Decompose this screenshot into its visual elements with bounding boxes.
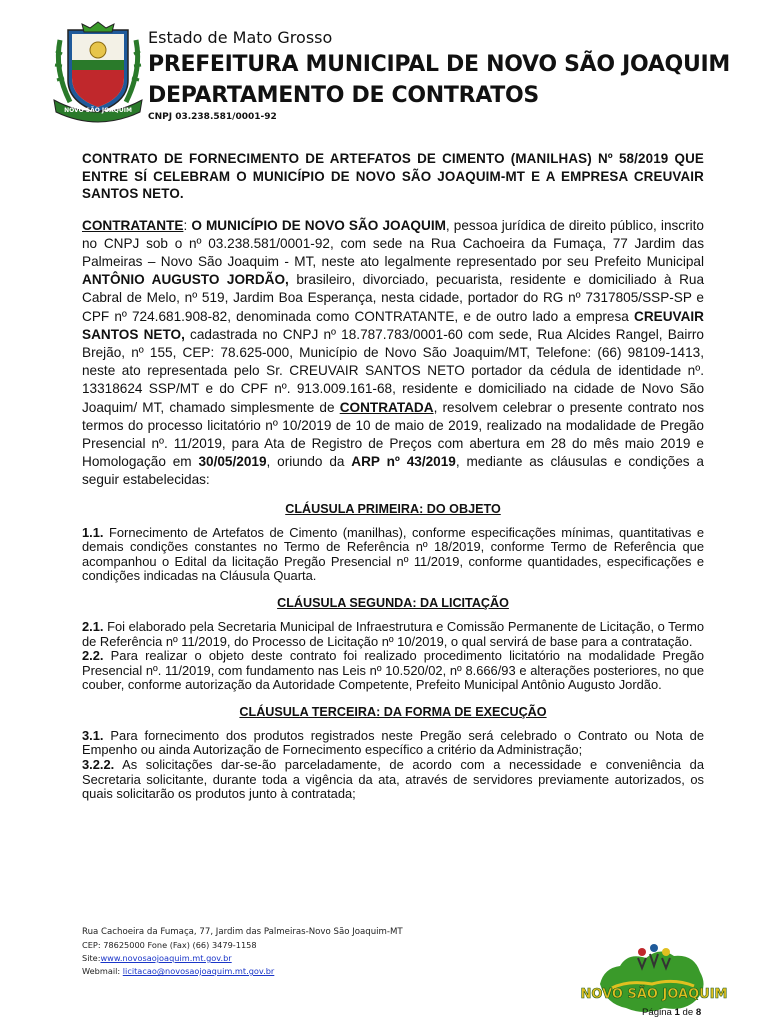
clause-number: 2.1.: [82, 618, 104, 634]
department-title: DEPARTAMENTO DE CONTRATOS: [148, 83, 539, 108]
preamble-text-4: cadastrada no CNPJ nº 18.787.783/0001-60 com sede, Rua Alcides Rangel, Bairro Brejão, nº 155, CEP: 78.625-000, Município de Novo São Joaquim/MT, Telefone: (66) 98109-1413, neste ato representada pelo Sr. CREUVAIR SANTOS NETO portador da cédula de identidade nº. 13318624 SSP/MT e do CPF nº. 913.009.161-68, residente e domiciliado na cidade de Novo São Joaquim/ MT, chamado simplesmente de: [82, 326, 704, 415]
preamble-text-2: , pessoa jurídica de direito público, inscrito no CNPJ sob o nº 03.238.581/0001-92, com sede na Rua Cachoeira da Fumaça, 77 Jardim das Palmeiras – Novo São Joaquim - MT, neste ato legalmente representado por seu Prefeito Municipal: [82, 217, 704, 269]
footer-address: Rua Cachoeira da Fumaça, 77, Jardim das Palmeiras-Novo São Joaquim-MT: [82, 927, 403, 937]
site-link[interactable]: www.novosaojoaquim.mt.gov.br: [100, 953, 232, 963]
clause-number: 1.1.: [82, 524, 104, 540]
clause-2-1: [82, 620, 704, 649]
contratante-label: CONTRATANTE: [82, 217, 184, 233]
page-current: 1: [674, 1007, 680, 1018]
clause-number: 3.2.2.: [82, 757, 115, 773]
contract-body: [82, 150, 704, 802]
crest-ribbon-text: NOVO SÃO JOAQUIM: [64, 107, 132, 114]
footer-contact: [82, 926, 403, 978]
clause-3-2-2: [82, 758, 704, 802]
contract-title: CONTRATO DE FORNECIMENTO DE ARTEFATOS DE CIMENTO (MANILHAS) Nº 58/2019 QUE ENTRE SÍ CELEBRAM O MUNICÍPIO DE NOVO SÃO JOAQUIM-MT E A EMPRESA CREUVAIR SANTOS NETO.: [82, 151, 704, 201]
municipio-name: O MUNICÍPIO DE NOVO SÃO JOAQUIM: [191, 217, 446, 233]
webmail-link[interactable]: licitacao@novosaojoaquim.mt.gov.br: [122, 966, 275, 976]
municipal-coat-of-arms-icon: [52, 20, 144, 118]
city-map-logo-icon: [580, 938, 728, 1016]
clause-number: 2.2.: [82, 648, 104, 664]
preamble-text-3: brasileiro, divorciado, pecuarista, residente e domiciliado à Rua Cabral de Melo, nº 519, Jardim Boa Esperança, nesta cidade, portador do RG nº 7317805/SSP-SP e CPF nº 724.681.908-82, denominada como CONTRATANTE, e de outro lado a empresa: [82, 272, 705, 324]
empresa-name: CREUVAIR SANTOS NETO,: [82, 308, 704, 342]
site-label: Site:: [82, 953, 101, 963]
clause-3-1: [82, 729, 704, 758]
footer-webmail: [82, 965, 403, 978]
arp-number: ARP nº 43/2019: [351, 454, 456, 470]
homologation-date: 30/05/2019: [198, 454, 267, 470]
page-label: Página: [642, 1007, 675, 1018]
page-of: de: [679, 1007, 696, 1018]
preamble-text-7: , mediante as cláusulas e condições a seguir estabelecidas:: [82, 454, 704, 488]
clause-text: Para realizar o objeto deste contrato foi realizado procedimento licitatório na modalidade Pregão Presencial nº. 11/2019, com fundamento nas Leis nº 10.520/02, nº 8.666/93 e alterações posteriores, no que couber, conforme autorização da Autoridade Competente, Prefeito Municipal Antônio Augusto Jordão.: [82, 648, 704, 693]
clause-text: Fornecimento de Artefatos de Cimento (manilhas), conforme especificações mínimas, quantitativas e demais condições constantes no Termo de Referência nº 18/2019, conforme Termo de Referência que acompanhou o Edital da licitação Pregão Presencial nº 11/2019, conforme quantidades, especificações e condições indicadas na Cláusula Quarta.: [82, 524, 704, 584]
preamble-text-1: :: [183, 217, 192, 233]
prefeito-name: ANTÔNIO AUGUSTO JORDÃO,: [82, 272, 289, 288]
footer-cep-phone: CEP: 78625000 Fone (Fax) (66) 3479-1158: [82, 940, 257, 950]
footer-site: [82, 952, 403, 965]
page-total: 8: [695, 1007, 702, 1018]
clause-text: Para fornecimento dos produtos registrados neste Pregão será celebrado o Contrato ou Nota de Empenho ou ainda Autorização de Fornecimento específico a critério da Administração;: [82, 727, 704, 758]
footer-logo-text: NOVO SÃO JOAQUIM: [580, 987, 728, 1002]
clause-1-heading: CLÁUSULA PRIMEIRA: DO OBJETO: [285, 501, 501, 516]
clause-number: 3.1.: [82, 727, 104, 743]
clause-3-heading: CLÁUSULA TERCEIRA: DA FORMA DE EXECUÇÃO: [239, 704, 547, 719]
state-name: Estado de Mato Grosso: [148, 28, 333, 47]
contract-preamble: [82, 217, 704, 490]
clause-2-2: [82, 649, 704, 693]
page-number: [642, 1007, 701, 1018]
clause-text: As solicitações dar-se-ão parceladamente, de acordo com a necessidade e conveniência da Secretaria solicitante, durante toda a vigência da ata, através de servidores previamente autorizados, os quais solicitarão os produtos junto à contratada;: [82, 757, 704, 802]
clause-text: Foi elaborado pela Secretaria Municipal de Infraestrutura e Comissão Permanente de Licitação, o Termo de Referência nº 11/2019, do Processo de Licitação nº 10/2019, o qual servirá de base para a contratação.: [82, 618, 704, 649]
preamble-text-6: , oriundo da: [266, 454, 352, 470]
prefeitura-title: PREFEITURA MUNICIPAL DE NOVO SÃO JOAQUIM: [148, 52, 731, 77]
header-cnpj: CNPJ 03.238.581/0001-92: [148, 112, 277, 122]
webmail-label: Webmail:: [82, 966, 123, 976]
contratada-label: CONTRATADA: [339, 399, 434, 415]
clause-1-1: [82, 526, 704, 584]
clause-2-heading: CLÁUSULA SEGUNDA: DA LICITAÇÃO: [277, 595, 509, 610]
preamble-text-5: , resolvem celebrar o presente contrato nos termos do processo licitatório nº 10/2019 de 10 de maio de 2019, realizado na modalidade de Pregão Presencial nº. 11/2019, para Ata de Registro de Preços com abertura em 28 do mês maio 2019 e Homologação em: [82, 399, 704, 470]
